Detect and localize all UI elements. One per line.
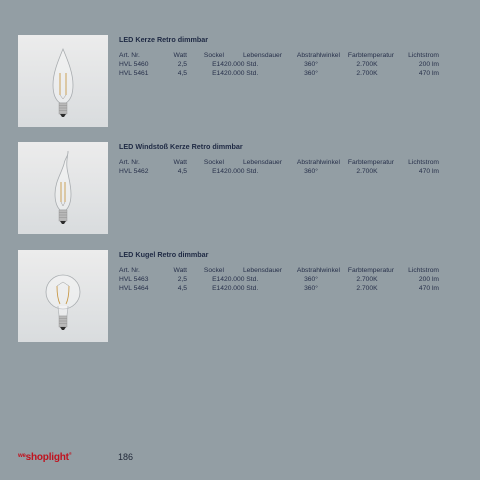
- lebensdauer: 20.000 Std.: [224, 168, 259, 175]
- header-sockel: Sockel: [203, 52, 224, 59]
- shoplight-logo: [18, 451, 72, 463]
- lichtstrom: 470 lm: [418, 285, 439, 292]
- product-kerze: [18, 35, 468, 127]
- art-nr: HVL 5462: [119, 168, 149, 175]
- abstrahlwinkel: 360°: [304, 168, 318, 175]
- sockel: E14: [212, 61, 224, 68]
- product-image-kerze: [18, 35, 108, 127]
- spec-row: [119, 60, 439, 69]
- header-art-nr: Art. Nr.: [119, 267, 140, 274]
- lebensdauer: 20.000 Std.: [224, 70, 259, 77]
- art-nr: HVL 5460: [119, 61, 149, 68]
- sockel: E14: [212, 276, 224, 283]
- spec-row: [119, 284, 439, 293]
- spec-header-row: [119, 266, 439, 275]
- header-watt: Watt: [173, 267, 187, 274]
- spec-row: [119, 167, 439, 176]
- farbtemperatur: 2.700K: [356, 276, 378, 283]
- watt: 4,5: [177, 168, 187, 175]
- header-art-nr: Art. Nr.: [119, 159, 140, 166]
- header-lebensdauer: Lebensdauer: [242, 159, 282, 166]
- product-image-kugel: [18, 250, 108, 342]
- art-nr: HVL 5461: [119, 70, 149, 77]
- watt: 2,5: [177, 276, 187, 283]
- abstrahlwinkel: 360°: [304, 70, 318, 77]
- abstrahlwinkel: 360°: [304, 285, 318, 292]
- product-title: LED Windstoß Kerze Retro dimmbar: [119, 142, 243, 151]
- abstrahlwinkel: 360°: [304, 61, 318, 68]
- registered-icon: ®: [68, 451, 72, 456]
- header-lebensdauer: Lebensdauer: [242, 267, 282, 274]
- header-farbtemperatur: Farbtemperatur: [347, 267, 394, 274]
- header-lichtstrom: Lichtstrom: [408, 159, 439, 166]
- lebensdauer: 20.000 Std.: [224, 276, 259, 283]
- lichtstrom: 200 lm: [418, 61, 439, 68]
- spec-table: [119, 158, 439, 176]
- lebensdauer: 20.000 Std.: [224, 285, 259, 292]
- spec-header-row: [119, 158, 439, 167]
- watt: 2,5: [177, 61, 187, 68]
- sockel: E14: [212, 285, 224, 292]
- spec-table: [119, 51, 439, 78]
- product-title: LED Kugel Retro dimmbar: [119, 250, 209, 259]
- product-kugel: [18, 250, 468, 342]
- lebensdauer: 20.000 Std.: [224, 61, 259, 68]
- candle-bulb-icon: [18, 35, 108, 127]
- page-number: 186: [118, 452, 134, 462]
- product-image-windstoss: [18, 142, 108, 234]
- spec-row: [119, 275, 439, 284]
- art-nr: HVL 5464: [119, 285, 149, 292]
- watt: 4,5: [177, 70, 187, 77]
- header-lichtstrom: Lichtstrom: [408, 267, 439, 274]
- windstoss-candle-bulb-icon: [18, 142, 108, 234]
- art-nr: HVL 5463: [119, 276, 149, 283]
- watt: 4,5: [177, 285, 187, 292]
- lichtstrom: 200 lm: [418, 276, 439, 283]
- header-abstrahlwinkel: Abstrahlwinkel: [296, 159, 340, 166]
- farbtemperatur: 2.700K: [356, 70, 378, 77]
- globe-bulb-icon: [18, 250, 108, 342]
- header-watt: Watt: [173, 52, 187, 59]
- farbtemperatur: 2.700K: [356, 168, 378, 175]
- header-farbtemperatur: Farbtemperatur: [347, 52, 394, 59]
- header-abstrahlwinkel: Abstrahlwinkel: [296, 267, 340, 274]
- header-sockel: Sockel: [203, 267, 224, 274]
- sockel: E14: [212, 70, 224, 77]
- spec-row: [119, 69, 439, 78]
- farbtemperatur: 2.700K: [356, 61, 378, 68]
- header-watt: Watt: [173, 159, 187, 166]
- farbtemperatur: 2.700K: [356, 285, 378, 292]
- header-farbtemperatur: Farbtemperatur: [347, 159, 394, 166]
- product-title: LED Kerze Retro dimmbar: [119, 35, 209, 44]
- header-abstrahlwinkel: Abstrahlwinkel: [296, 52, 340, 59]
- header-art-nr: Art. Nr.: [119, 52, 140, 59]
- header-lichtstrom: Lichtstrom: [408, 52, 439, 59]
- spec-header-row: [119, 51, 439, 60]
- lichtstrom: 470 lm: [418, 168, 439, 175]
- abstrahlwinkel: 360°: [304, 276, 318, 283]
- header-lebensdauer: Lebensdauer: [242, 52, 282, 59]
- product-windstoss-kerze: [18, 142, 468, 234]
- logo-text: shoplight: [25, 452, 69, 463]
- logo-prefix: we: [18, 453, 26, 459]
- sockel: E14: [212, 168, 224, 175]
- lichtstrom: 470 lm: [418, 70, 439, 77]
- header-sockel: Sockel: [203, 159, 224, 166]
- spec-table: [119, 266, 439, 293]
